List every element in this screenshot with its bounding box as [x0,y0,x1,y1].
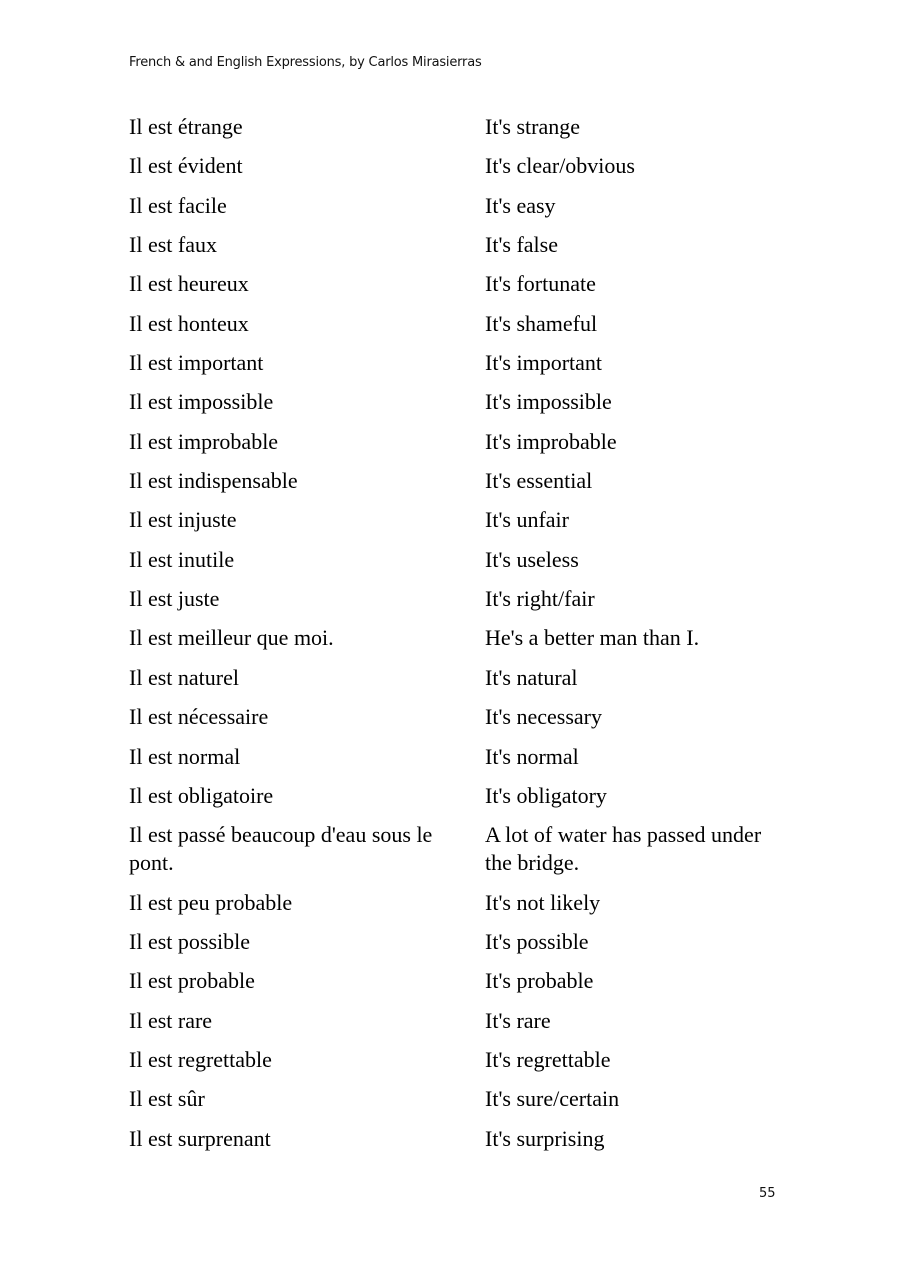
expression-row [129,270,789,298]
english-translation: A lot of water has passed under the bridge. [485,822,762,876]
french-expression: Il est étrange [129,114,243,139]
french-expression: Il est facile [129,192,227,218]
expression-row [129,152,789,180]
french-expression: Il est inutile [129,546,235,572]
english-translation: It's useless [485,546,579,572]
english-translation: It's right/fair [485,586,595,612]
english-translation: It's natural [485,664,578,690]
expression-row [129,1125,789,1153]
french-expression: Il est heureux [129,271,249,297]
french-expression: Il est normal [129,743,241,769]
french-expression: Il est obligatoire [129,782,274,808]
expression-row [129,585,789,613]
french-expression: Il est meilleur que moi. [129,625,334,651]
expression-row [129,889,789,917]
running-header: French & and English Expressions, by Carlos Mirasierras [129,55,482,70]
french-expression: Il est sûr [129,1086,205,1112]
english-translation: It's unfair [485,507,569,533]
english-translation: It's probable [485,968,594,994]
expression-row [129,467,789,495]
expression-row [129,113,789,141]
expression-row [129,546,789,574]
french-expression: Il est probable [129,968,255,994]
english-translation: It's sure/certain [485,1086,620,1112]
expression-row [129,782,789,810]
english-translation: He's a better man than I. [485,625,700,651]
expression-row [129,967,789,995]
english-translation: It's strange [485,114,580,139]
french-expression: Il est impossible [129,389,274,415]
expression-row [129,703,789,731]
english-translation: It's regrettable [485,1046,611,1072]
english-translation: It's easy [485,192,556,218]
french-expression: Il est rare [129,1007,213,1033]
english-translation: It's normal [485,743,579,769]
english-translation: It's obligatory [485,782,607,808]
expression-row [129,428,789,456]
expression-row [129,192,789,220]
english-translation: It's fortunate [485,271,596,297]
expression-row [129,388,789,416]
expression-row [129,310,789,338]
french-expression: Il est indispensable [129,468,298,494]
expression-row [129,1085,789,1113]
english-translation: It's necessary [485,704,602,730]
french-expression: Il est nécessaire [129,704,269,730]
expression-row [129,349,789,377]
english-translation: It's shameful [485,310,598,336]
french-expression: Il est honteux [129,310,249,336]
french-expression: Il est passé beaucoup d'eau sous le pont. [129,822,433,876]
french-expression: Il est évident [129,153,243,179]
english-translation: It's possible [485,928,589,954]
french-expression: Il est injuste [129,507,237,533]
english-translation: It's clear/obvious [485,153,635,179]
french-expression: Il est juste [129,586,220,612]
expression-row [129,664,789,692]
expression-row [129,506,789,534]
french-expression: Il est naturel [129,664,239,690]
english-translation: It's false [485,232,558,258]
french-expression: Il est regrettable [129,1046,272,1072]
page-number: 55 [759,1186,776,1201]
expression-row [129,231,789,259]
expression-row [129,928,789,956]
expression-row [129,1046,789,1074]
english-translation: It's improbable [485,428,617,454]
expression-row [129,1007,789,1035]
english-translation: It's impossible [485,389,612,415]
french-expression: Il est surprenant [129,1125,271,1151]
english-translation: It's surprising [485,1125,605,1151]
english-translation: It's rare [485,1007,551,1033]
expression-list [129,113,789,1164]
english-translation: It's not likely [485,889,601,915]
french-expression: Il est important [129,350,264,376]
english-translation: It's important [485,350,603,376]
expression-row [129,821,789,877]
french-expression: Il est peu probable [129,889,293,915]
french-expression: Il est improbable [129,428,279,454]
expression-row [129,624,789,652]
english-translation: It's essential [485,468,593,494]
expression-row [129,743,789,771]
french-expression: Il est faux [129,232,217,258]
french-expression: Il est possible [129,928,250,954]
